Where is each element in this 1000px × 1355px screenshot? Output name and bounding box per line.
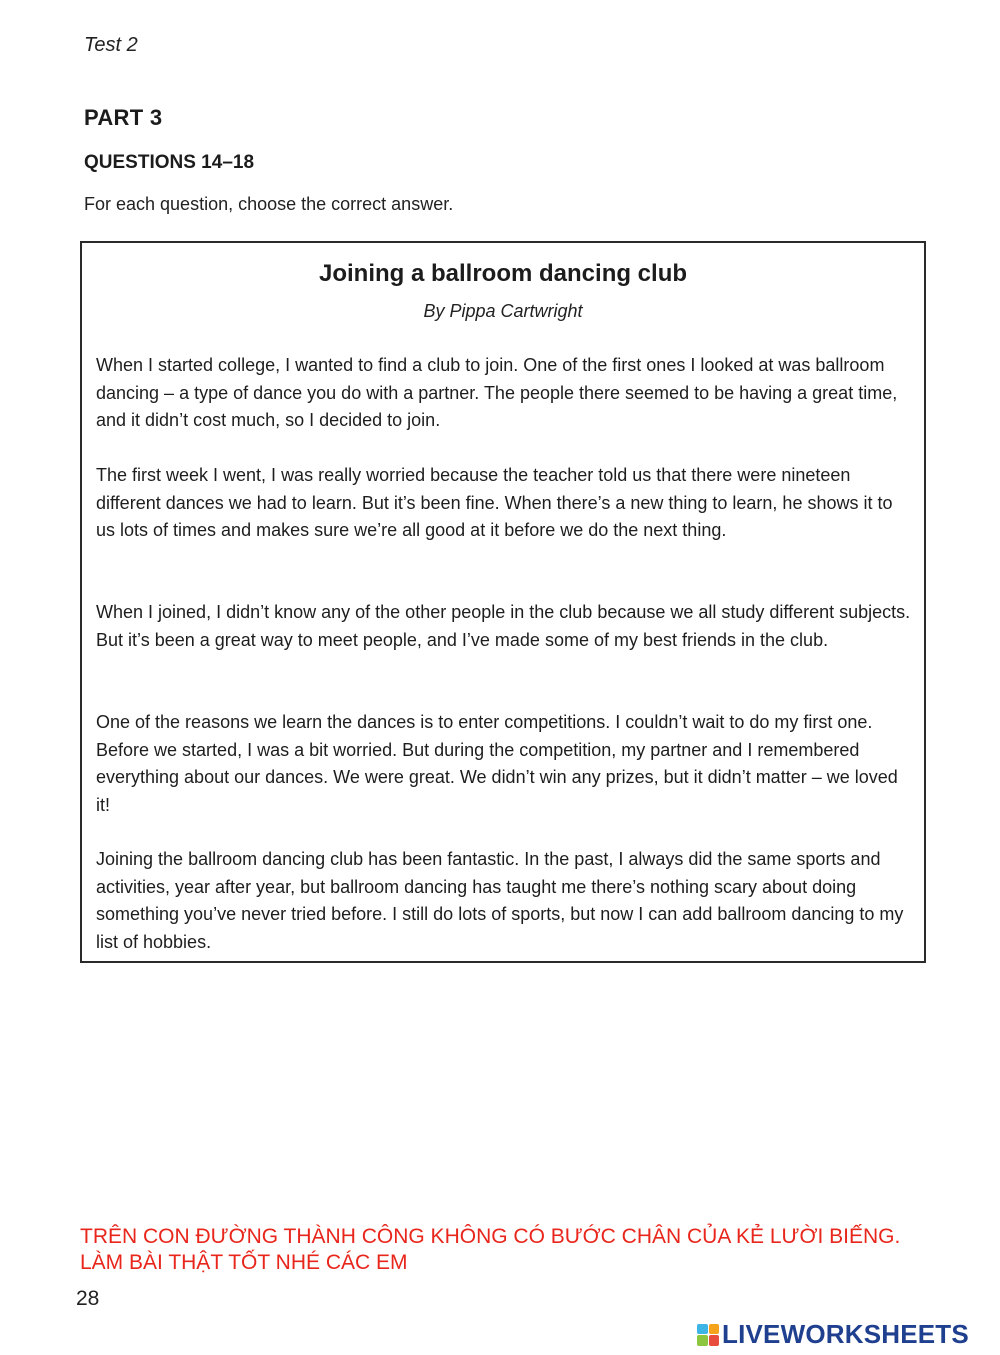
article-paragraph: One of the reasons we learn the dances is to enter competitions. I couldn’t wait to do my first one. Before we started, I was a bit worried. But during the competition, my partner and I remembered everything about our dances. We were great. We didn’t win any prizes, but it didn’t matter – we loved it! [96, 712, 898, 815]
instruction-text: For each question, choose the correct answer. [84, 194, 454, 214]
logo-tile [697, 1324, 708, 1335]
logo-tile [697, 1335, 708, 1346]
brand-name: LIVEWORKSHEETS [722, 1319, 969, 1349]
article-title: Joining a ballroom dancing club [318, 260, 688, 287]
logo-tile [709, 1324, 720, 1335]
article-paragraph: The first week I went, I was really worried because the teacher told us that there were nineteen different dances we had to learn. But it’s been fine. When there’s a new thing to learn, he shows it to us lots of times and makes sure we’re all good at it before we do the next thing. [96, 465, 893, 540]
logo-tile [709, 1335, 720, 1346]
liveworksheets-brand[interactable] [697, 1319, 969, 1350]
article-paragraph: When I joined, I didn’t know any of the other people in the club because we all study different subjects. But it’s been a great way to meet people, and I’ve made some of my best friends in the club. [96, 602, 911, 650]
article-byline: By Pippa Cartwright [423, 301, 583, 321]
part-title: PART 3 [84, 105, 163, 130]
article-box [80, 241, 926, 963]
page-number: 28 [76, 1287, 100, 1310]
article-paragraph: Joining the ballroom dancing club has been fantastic. In the past, I always did the same sports and activities, year after year, but ballroom dancing has taught me there’s nothing scary about doing something you’ve never tried before. I still do lots of sports, but now I can add ballroom dancing to my list of hobbies. [96, 849, 904, 952]
article-paragraph: When I started college, I wanted to find a club to join. One of the first ones I looked at was ballroom dancing – a type of dance you do with a partner. The people there seemed to be having a great time, and it didn’t cost much, so I decided to join. [96, 355, 898, 430]
liveworksheets-logo-icon [697, 1324, 719, 1346]
motto-text: TRÊN CON ĐƯỜNG THÀNH CÔNG KHÔNG CÓ BƯỚC CHÂN CỦA KẺ LƯỜI BIẾNG. LÀM BÀI THẬT TỐT NHÉ CÁC EM [80, 1225, 901, 1274]
questions-heading: QUESTIONS 14–18 [84, 152, 255, 173]
test-label: Test 2 [84, 34, 138, 56]
